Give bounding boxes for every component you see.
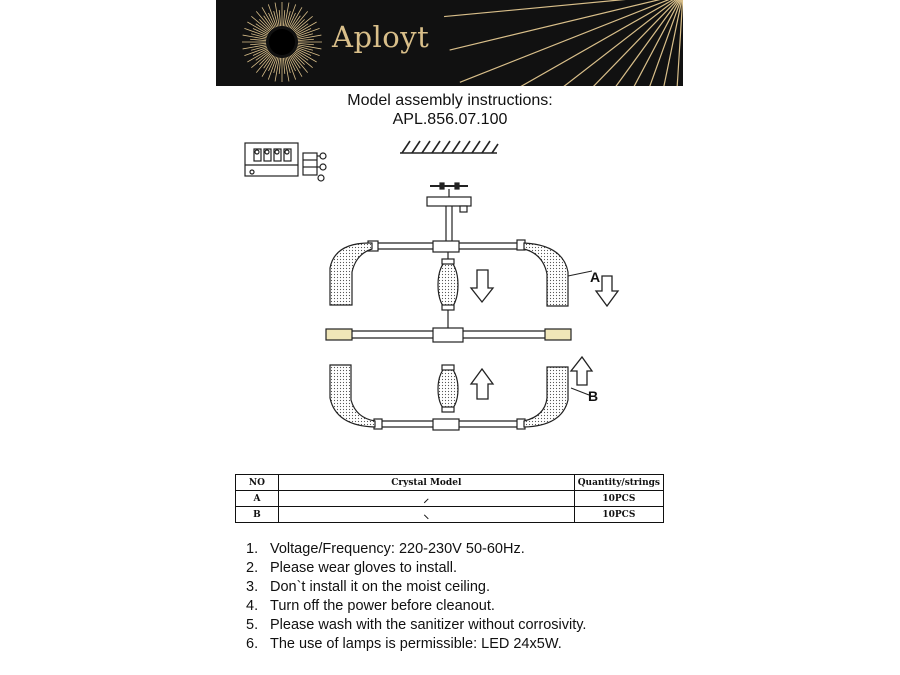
upper-frame <box>330 240 568 328</box>
list-item: 1. Voltage/Frequency: 220-230V 50-60Hz. <box>246 541 525 557</box>
list-item: 5. Please wash with the sanitizer without corrosivity. <box>246 617 587 633</box>
row-qty: 10PCS <box>574 491 663 507</box>
list-item: 3. Don`t install it on the moist ceiling. <box>246 579 491 595</box>
header-no: NO <box>236 475 279 491</box>
table-row <box>236 507 664 523</box>
crystal-table <box>235 474 664 523</box>
table-row <box>236 491 664 507</box>
lower-frame <box>330 365 568 430</box>
table-header <box>236 475 664 491</box>
header-crystal-model: Crystal Model <box>278 475 574 491</box>
crystal-b-icon: ⸜ <box>278 507 574 523</box>
ceiling-canopy <box>427 183 471 243</box>
arrow-up-icon <box>471 357 592 399</box>
row-no: B <box>236 507 279 523</box>
model-number: APL.856.07.100 <box>392 111 508 128</box>
row-qty: 10PCS <box>574 507 663 523</box>
instruction-notes <box>246 540 586 654</box>
crystal-a-icon: ⸝ <box>278 491 574 507</box>
list-item: 6. The use of lamps is permissible: LED 24x5W. <box>246 636 562 652</box>
brand-name: Aployt <box>332 20 430 54</box>
list-item: 4. Turn off the power before cleanout. <box>246 598 495 614</box>
list-item: 2. Please wear gloves to install. <box>246 560 457 576</box>
terminal-block-icon <box>245 143 326 181</box>
ceiling-hatch-icon <box>400 141 498 153</box>
label-b: B <box>588 388 599 404</box>
row-no: A <box>236 491 279 507</box>
label-a: A <box>590 269 601 285</box>
middle-bar <box>326 328 571 342</box>
header-quantity: Quantity/strings <box>574 475 663 491</box>
instructions-title: Model assembly instructions: <box>347 92 553 109</box>
